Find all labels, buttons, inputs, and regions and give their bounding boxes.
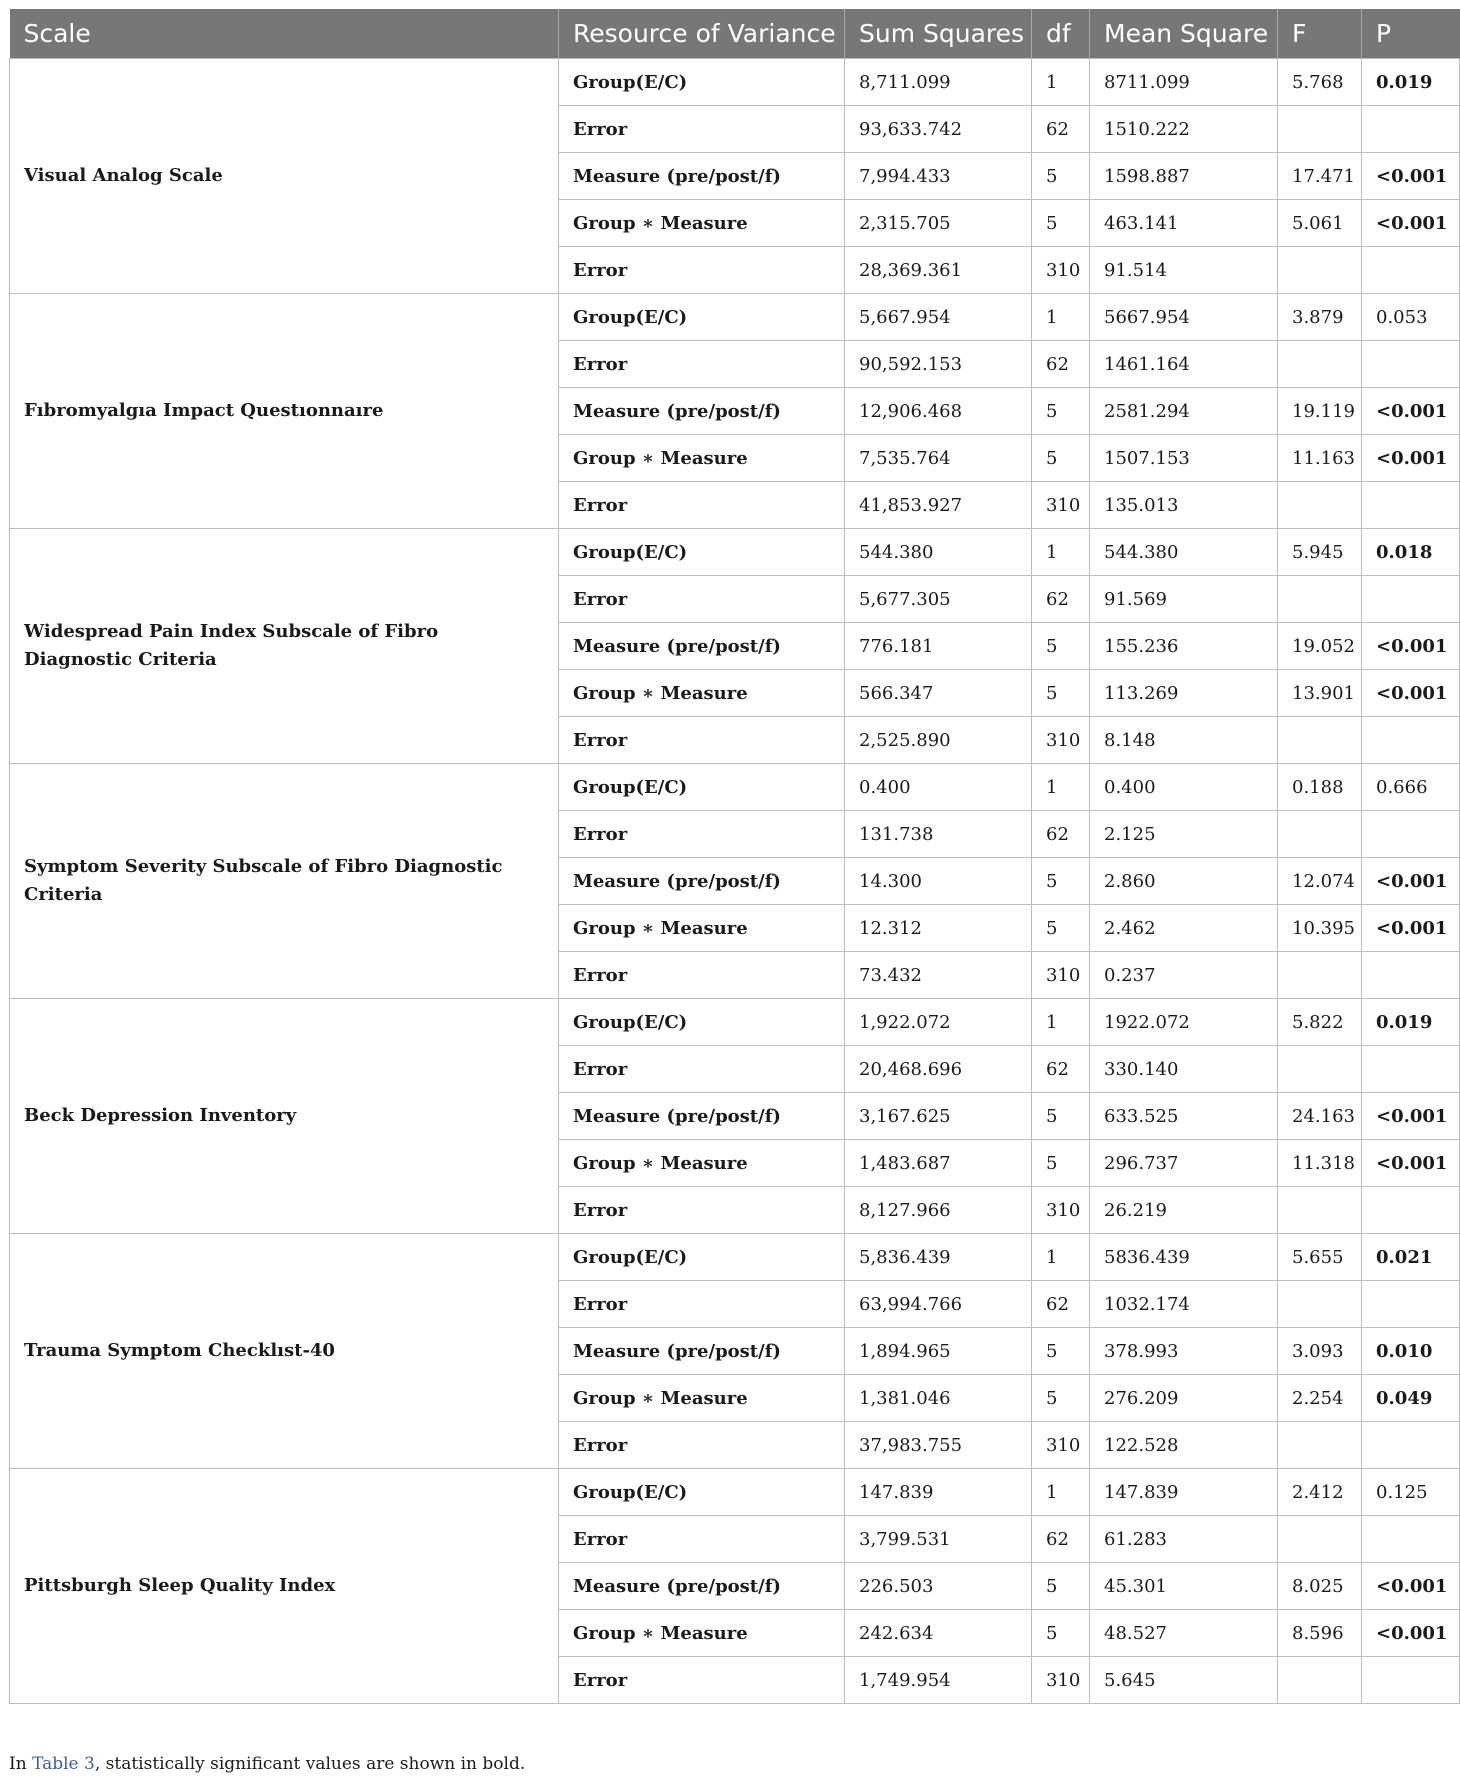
df-cell: 5: [1032, 858, 1090, 905]
p-cell: [1362, 106, 1460, 153]
mean-square-cell: 2.125: [1090, 811, 1278, 858]
mean-square-cell: 633.525: [1090, 1093, 1278, 1140]
p-cell: [1362, 717, 1460, 764]
df-cell: 5: [1032, 1140, 1090, 1187]
df-cell: 1: [1032, 1234, 1090, 1281]
sum-squares-cell: 7,994.433: [845, 153, 1032, 200]
sum-squares-cell: 776.181: [845, 623, 1032, 670]
sum-squares-cell: 1,749.954: [845, 1657, 1032, 1704]
scale-name-cell: Trauma Symptom Checklıst-40: [10, 1234, 559, 1469]
mean-square-cell: 155.236: [1090, 623, 1278, 670]
sum-squares-cell: 3,799.531: [845, 1516, 1032, 1563]
df-cell: 62: [1032, 1281, 1090, 1328]
sum-squares-cell: 131.738: [845, 811, 1032, 858]
resource-cell: Measure (pre/post/f): [559, 1328, 845, 1375]
sum-squares-cell: 2,525.890: [845, 717, 1032, 764]
sum-squares-cell: 2,315.705: [845, 200, 1032, 247]
f-cell: 5.822: [1278, 999, 1362, 1046]
resource-cell: Error: [559, 341, 845, 388]
resource-cell: Measure (pre/post/f): [559, 1563, 845, 1610]
df-cell: 310: [1032, 247, 1090, 294]
resource-cell: Error: [559, 1657, 845, 1704]
mean-square-cell: 378.993: [1090, 1328, 1278, 1375]
mean-square-cell: 5836.439: [1090, 1234, 1278, 1281]
df-cell: 62: [1032, 576, 1090, 623]
sum-squares-cell: 73.432: [845, 952, 1032, 999]
resource-cell: Group ∗ Measure: [559, 1610, 845, 1657]
sum-squares-cell: 1,483.687: [845, 1140, 1032, 1187]
df-cell: 5: [1032, 388, 1090, 435]
f-cell: 2.412: [1278, 1469, 1362, 1516]
sum-squares-cell: 90,592.153: [845, 341, 1032, 388]
sum-squares-cell: 3,167.625: [845, 1093, 1032, 1140]
resource-cell: Error: [559, 1281, 845, 1328]
table-row: [10, 294, 1460, 341]
mean-square-cell: 330.140: [1090, 1046, 1278, 1093]
resource-cell: Error: [559, 106, 845, 153]
p-cell: [1362, 1187, 1460, 1234]
header-sum-squares: Sum Squares: [845, 9, 1032, 59]
f-cell: 5.061: [1278, 200, 1362, 247]
df-cell: 5: [1032, 905, 1090, 952]
table-row: [10, 764, 1460, 811]
f-cell: [1278, 341, 1362, 388]
scale-name-cell: Widespread Pain Index Subscale of Fibro Diagnostic Criteria: [10, 529, 559, 764]
p-cell: 0.053: [1362, 294, 1460, 341]
f-cell: 12.074: [1278, 858, 1362, 905]
mean-square-cell: 45.301: [1090, 1563, 1278, 1610]
mean-square-cell: 91.514: [1090, 247, 1278, 294]
df-cell: 62: [1032, 341, 1090, 388]
table-body: [10, 59, 1460, 1704]
resource-cell: Error: [559, 811, 845, 858]
resource-cell: Group(E/C): [559, 294, 845, 341]
f-cell: [1278, 1187, 1362, 1234]
scale-name-cell: Visual Analog Scale: [10, 59, 559, 294]
resource-cell: Group(E/C): [559, 1469, 845, 1516]
p-cell: 0.019: [1362, 59, 1460, 106]
resource-cell: Error: [559, 717, 845, 764]
sum-squares-cell: 1,894.965: [845, 1328, 1032, 1375]
mean-square-cell: 26.219: [1090, 1187, 1278, 1234]
sum-squares-cell: 63,994.766: [845, 1281, 1032, 1328]
p-cell: <0.001: [1362, 388, 1460, 435]
sum-squares-cell: 544.380: [845, 529, 1032, 576]
p-cell: <0.001: [1362, 858, 1460, 905]
header-f: F: [1278, 9, 1362, 59]
f-cell: 17.471: [1278, 153, 1362, 200]
p-cell: [1362, 811, 1460, 858]
table-row: [10, 529, 1460, 576]
df-cell: 5: [1032, 1328, 1090, 1375]
sum-squares-cell: 5,836.439: [845, 1234, 1032, 1281]
resource-cell: Measure (pre/post/f): [559, 858, 845, 905]
df-cell: 5: [1032, 1375, 1090, 1422]
resource-cell: Measure (pre/post/f): [559, 623, 845, 670]
resource-cell: Measure (pre/post/f): [559, 1093, 845, 1140]
sum-squares-cell: 93,633.742: [845, 106, 1032, 153]
f-cell: [1278, 811, 1362, 858]
df-cell: 5: [1032, 200, 1090, 247]
resource-cell: Group ∗ Measure: [559, 1375, 845, 1422]
resource-cell: Group(E/C): [559, 999, 845, 1046]
df-cell: 310: [1032, 1657, 1090, 1704]
mean-square-cell: 2.462: [1090, 905, 1278, 952]
df-cell: 62: [1032, 106, 1090, 153]
sum-squares-cell: 28,369.361: [845, 247, 1032, 294]
table-header: [10, 9, 1460, 59]
table-row: [10, 1234, 1460, 1281]
sum-squares-cell: 226.503: [845, 1563, 1032, 1610]
sum-squares-cell: 566.347: [845, 670, 1032, 717]
f-cell: 13.901: [1278, 670, 1362, 717]
table-footnote: [9, 1754, 525, 1774]
header-mean-square: Mean Square: [1090, 9, 1278, 59]
f-cell: [1278, 717, 1362, 764]
resource-cell: Group ∗ Measure: [559, 1140, 845, 1187]
f-cell: [1278, 1516, 1362, 1563]
p-cell: <0.001: [1362, 1140, 1460, 1187]
f-cell: 11.163: [1278, 435, 1362, 482]
p-cell: <0.001: [1362, 1610, 1460, 1657]
footnote-suffix: , statistically significant values are shown in bold.: [94, 1754, 526, 1774]
mean-square-cell: 276.209: [1090, 1375, 1278, 1422]
scale-name-cell: Fıbromyalgıa Impact Questıonnaıre: [10, 294, 559, 529]
sum-squares-cell: 37,983.755: [845, 1422, 1032, 1469]
resource-cell: Error: [559, 1422, 845, 1469]
resource-cell: Error: [559, 952, 845, 999]
resource-cell: Group(E/C): [559, 764, 845, 811]
resource-cell: Group(E/C): [559, 529, 845, 576]
sum-squares-cell: 20,468.696: [845, 1046, 1032, 1093]
resource-cell: Measure (pre/post/f): [559, 388, 845, 435]
resource-cell: Group(E/C): [559, 1234, 845, 1281]
p-cell: 0.010: [1362, 1328, 1460, 1375]
table-row: [10, 1469, 1460, 1516]
mean-square-cell: 1510.222: [1090, 106, 1278, 153]
f-cell: 8.596: [1278, 1610, 1362, 1657]
p-cell: <0.001: [1362, 670, 1460, 717]
df-cell: 62: [1032, 811, 1090, 858]
p-cell: <0.001: [1362, 1093, 1460, 1140]
header-resource-of-variance: Resource of Variance: [559, 9, 845, 59]
f-cell: 3.093: [1278, 1328, 1362, 1375]
mean-square-cell: 8711.099: [1090, 59, 1278, 106]
table-3-link[interactable]: Table 3: [32, 1754, 95, 1774]
mean-square-cell: 544.380: [1090, 529, 1278, 576]
f-cell: 5.655: [1278, 1234, 1362, 1281]
sum-squares-cell: 14.300: [845, 858, 1032, 905]
f-cell: 19.119: [1278, 388, 1362, 435]
resource-cell: Error: [559, 1187, 845, 1234]
f-cell: 10.395: [1278, 905, 1362, 952]
f-cell: 2.254: [1278, 1375, 1362, 1422]
mean-square-cell: 122.528: [1090, 1422, 1278, 1469]
resource-cell: Error: [559, 482, 845, 529]
mean-square-cell: 135.013: [1090, 482, 1278, 529]
f-cell: 19.052: [1278, 623, 1362, 670]
df-cell: 62: [1032, 1046, 1090, 1093]
f-cell: 24.163: [1278, 1093, 1362, 1140]
df-cell: 1: [1032, 529, 1090, 576]
header-scale: Scale: [10, 9, 559, 59]
p-cell: [1362, 1657, 1460, 1704]
mean-square-cell: 48.527: [1090, 1610, 1278, 1657]
sum-squares-cell: 1,381.046: [845, 1375, 1032, 1422]
df-cell: 1: [1032, 764, 1090, 811]
f-cell: [1278, 1657, 1362, 1704]
f-cell: 0.188: [1278, 764, 1362, 811]
df-cell: 310: [1032, 1187, 1090, 1234]
table-row: [10, 999, 1460, 1046]
df-cell: 5: [1032, 153, 1090, 200]
p-cell: [1362, 482, 1460, 529]
f-cell: [1278, 576, 1362, 623]
p-cell: 0.125: [1362, 1469, 1460, 1516]
f-cell: [1278, 482, 1362, 529]
header-row: [10, 9, 1460, 59]
f-cell: [1278, 106, 1362, 153]
p-cell: [1362, 952, 1460, 999]
mean-square-cell: 61.283: [1090, 1516, 1278, 1563]
mean-square-cell: 0.400: [1090, 764, 1278, 811]
p-cell: <0.001: [1362, 153, 1460, 200]
scale-name-cell: Pittsburgh Sleep Quality Index: [10, 1469, 559, 1704]
f-cell: 5.945: [1278, 529, 1362, 576]
sum-squares-cell: 5,677.305: [845, 576, 1032, 623]
resource-cell: Error: [559, 247, 845, 294]
p-cell: <0.001: [1362, 623, 1460, 670]
sum-squares-cell: 12.312: [845, 905, 1032, 952]
resource-cell: Group ∗ Measure: [559, 670, 845, 717]
df-cell: 1: [1032, 59, 1090, 106]
mean-square-cell: 296.737: [1090, 1140, 1278, 1187]
p-cell: [1362, 1516, 1460, 1563]
mean-square-cell: 1507.153: [1090, 435, 1278, 482]
header-p: P: [1362, 9, 1460, 59]
resource-cell: Error: [559, 1046, 845, 1093]
df-cell: 5: [1032, 623, 1090, 670]
df-cell: 1: [1032, 1469, 1090, 1516]
p-cell: <0.001: [1362, 1563, 1460, 1610]
resource-cell: Group ∗ Measure: [559, 200, 845, 247]
resource-cell: Group ∗ Measure: [559, 435, 845, 482]
sum-squares-cell: 5,667.954: [845, 294, 1032, 341]
f-cell: [1278, 952, 1362, 999]
f-cell: [1278, 1422, 1362, 1469]
f-cell: 3.879: [1278, 294, 1362, 341]
resource-cell: Group ∗ Measure: [559, 905, 845, 952]
f-cell: [1278, 1281, 1362, 1328]
mean-square-cell: 147.839: [1090, 1469, 1278, 1516]
mean-square-cell: 463.141: [1090, 200, 1278, 247]
f-cell: [1278, 247, 1362, 294]
anova-table: [9, 9, 1460, 1704]
f-cell: 8.025: [1278, 1563, 1362, 1610]
df-cell: 5: [1032, 1563, 1090, 1610]
sum-squares-cell: 12,906.468: [845, 388, 1032, 435]
df-cell: 310: [1032, 482, 1090, 529]
p-cell: [1362, 247, 1460, 294]
sum-squares-cell: 7,535.764: [845, 435, 1032, 482]
f-cell: [1278, 1046, 1362, 1093]
resource-cell: Error: [559, 576, 845, 623]
df-cell: 5: [1032, 1093, 1090, 1140]
df-cell: 1: [1032, 999, 1090, 1046]
mean-square-cell: 8.148: [1090, 717, 1278, 764]
scale-name-cell: Symptom Severity Subscale of Fibro Diagnostic Criteria: [10, 764, 559, 999]
mean-square-cell: 2581.294: [1090, 388, 1278, 435]
p-cell: <0.001: [1362, 435, 1460, 482]
p-cell: 0.666: [1362, 764, 1460, 811]
scale-name-cell: Beck Depression Inventory: [10, 999, 559, 1234]
f-cell: 5.768: [1278, 59, 1362, 106]
mean-square-cell: 1032.174: [1090, 1281, 1278, 1328]
df-cell: 310: [1032, 1422, 1090, 1469]
p-cell: 0.019: [1362, 999, 1460, 1046]
p-cell: [1362, 576, 1460, 623]
resource-cell: Measure (pre/post/f): [559, 153, 845, 200]
sum-squares-cell: 8,711.099: [845, 59, 1032, 106]
mean-square-cell: 1598.887: [1090, 153, 1278, 200]
mean-square-cell: 91.569: [1090, 576, 1278, 623]
p-cell: 0.021: [1362, 1234, 1460, 1281]
df-cell: 5: [1032, 1610, 1090, 1657]
mean-square-cell: 1922.072: [1090, 999, 1278, 1046]
header-df: df: [1032, 9, 1090, 59]
p-cell: [1362, 1281, 1460, 1328]
p-cell: [1362, 341, 1460, 388]
p-cell: 0.018: [1362, 529, 1460, 576]
df-cell: 310: [1032, 952, 1090, 999]
sum-squares-cell: 0.400: [845, 764, 1032, 811]
df-cell: 5: [1032, 670, 1090, 717]
sum-squares-cell: 41,853.927: [845, 482, 1032, 529]
footnote-prefix: In: [9, 1754, 33, 1774]
sum-squares-cell: 1,922.072: [845, 999, 1032, 1046]
df-cell: 1: [1032, 294, 1090, 341]
table-row: [10, 59, 1460, 106]
f-cell: 11.318: [1278, 1140, 1362, 1187]
p-cell: 0.049: [1362, 1375, 1460, 1422]
mean-square-cell: 1461.164: [1090, 341, 1278, 388]
p-cell: <0.001: [1362, 905, 1460, 952]
p-cell: [1362, 1422, 1460, 1469]
anova-table-container: [9, 9, 1459, 1704]
df-cell: 310: [1032, 717, 1090, 764]
p-cell: [1362, 1046, 1460, 1093]
mean-square-cell: 113.269: [1090, 670, 1278, 717]
sum-squares-cell: 8,127.966: [845, 1187, 1032, 1234]
df-cell: 5: [1032, 435, 1090, 482]
resource-cell: Group(E/C): [559, 59, 845, 106]
mean-square-cell: 0.237: [1090, 952, 1278, 999]
sum-squares-cell: 242.634: [845, 1610, 1032, 1657]
sum-squares-cell: 147.839: [845, 1469, 1032, 1516]
mean-square-cell: 5.645: [1090, 1657, 1278, 1704]
df-cell: 62: [1032, 1516, 1090, 1563]
resource-cell: Error: [559, 1516, 845, 1563]
p-cell: <0.001: [1362, 200, 1460, 247]
mean-square-cell: 5667.954: [1090, 294, 1278, 341]
mean-square-cell: 2.860: [1090, 858, 1278, 905]
